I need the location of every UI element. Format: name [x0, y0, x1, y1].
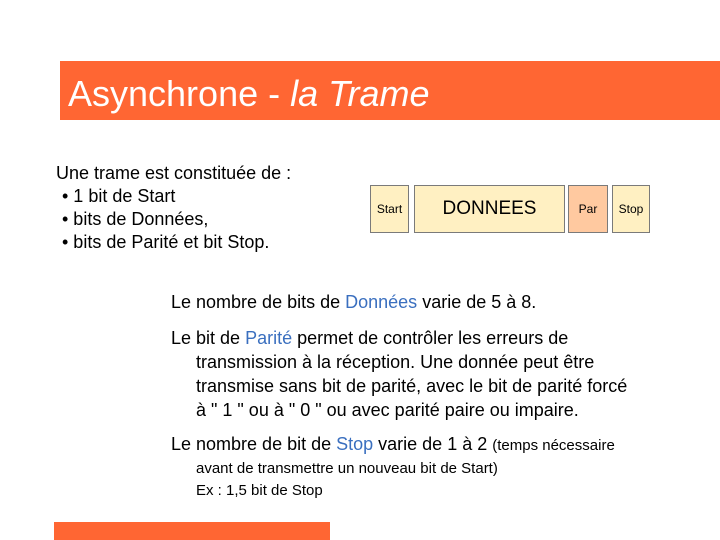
intro-bullet-start: • 1 bit de Start — [62, 186, 176, 206]
parity-line-3: transmise sans bit de parité, avec le bit de parité forcé — [196, 376, 628, 396]
frame-data-box: DONNEES — [414, 185, 565, 233]
parity-line-4: à " 1 " ou à " 0 " ou avec parité paire ou impaire. — [196, 400, 579, 420]
intro-block — [56, 162, 291, 254]
bottom-accent-bar — [54, 522, 330, 540]
intro-heading: Une trame est constituée de : — [56, 163, 292, 183]
paragraph-stop: Le nombre de bit de Stop varie de 1 à 2 (temps nécessaire avant de transmettre un nouveau bit de Start) Ex : 1,5 bit de Stop — [171, 432, 711, 502]
frame-stop-box: Stop — [612, 185, 650, 233]
stop-example: Ex : 1,5 bit de Stop — [196, 482, 323, 499]
slide-title: Asynchrone - la Trame — [68, 73, 430, 114]
frame-parity-box: Par — [568, 185, 608, 233]
stop-note-line-2: avant de transmettre un nouveau bit de Start) — [196, 460, 498, 477]
paragraph-parity: Le bit de Parité permet de contrôler les erreurs de transmission à la réception. Une donnée peut être transmise sans bit de parité, avec le bit de parité forcé à " 1 " ou à " 0 " ou avec parité paire ou impaire. — [171, 326, 711, 422]
title-bar — [60, 61, 720, 120]
parity-line-2: transmission à la réception. Une donnée peut être — [196, 352, 595, 372]
highlight-donnees: Données — [345, 292, 418, 312]
highlight-parite: Parité — [245, 328, 293, 348]
intro-bullet-data: • bits de Données, — [62, 209, 209, 229]
highlight-stop: Stop — [336, 434, 374, 454]
stop-note-start: (temps nécessaire — [492, 437, 615, 454]
intro-bullet-parity-stop: • bits de Parité et bit Stop. — [62, 232, 270, 252]
slide-title-italic: la Trame — [290, 73, 430, 114]
paragraph-data-bits: Le nombre de bits de Données varie de 5 à 8. — [171, 292, 537, 312]
frame-start-box: Start — [370, 185, 409, 233]
